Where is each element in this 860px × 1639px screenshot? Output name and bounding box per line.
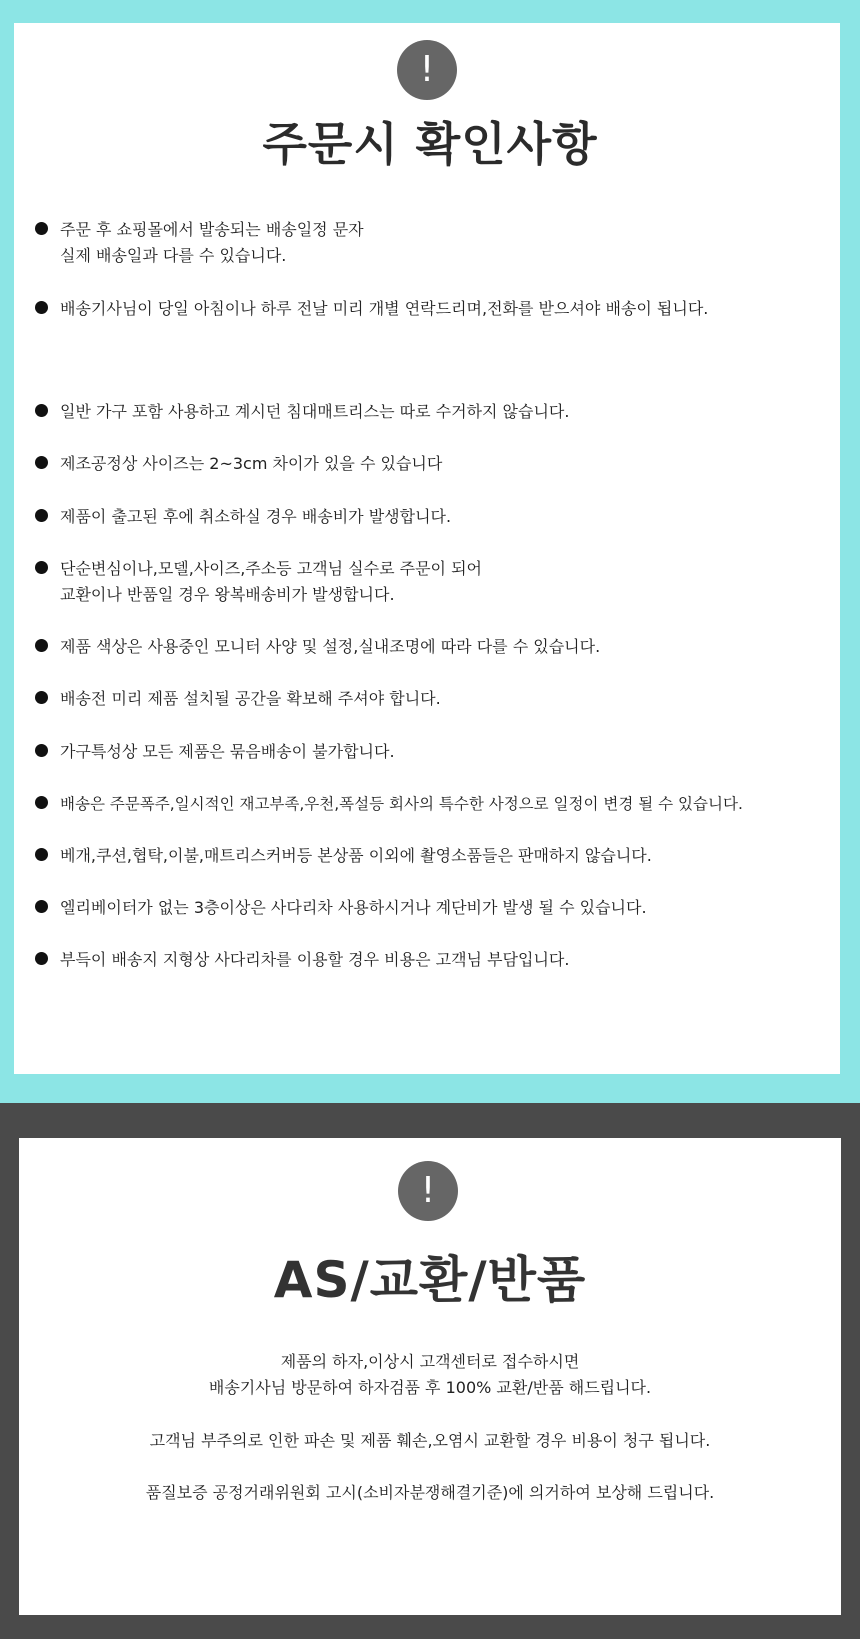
notice-line: 주문 후 쇼핑몰에서 발송되는 배송일정 문자 bbox=[60, 220, 364, 239]
exclamation-icon: ! bbox=[397, 40, 457, 100]
bullet-icon bbox=[35, 301, 48, 314]
bullet-icon bbox=[35, 222, 48, 235]
notice-line: 엘리베이터가 없는 3층이상은 사다리차 사용하시거나 계단비가 발생 될 수 있습니다. bbox=[60, 898, 647, 917]
notice-line: 부득이 배송지 지형상 사다리차를 이용할 경우 비용은 고객님 부담입니다. bbox=[60, 950, 570, 969]
bullet-icon bbox=[35, 691, 48, 704]
bullet-icon bbox=[35, 744, 48, 757]
notice-line: 실제 배송일과 다를 수 있습니다. bbox=[60, 246, 287, 265]
notice-line: 단순변심이나,모델,사이즈,주소등 고객님 실수로 주문이 되어 bbox=[60, 559, 483, 578]
as-section-title: AS/교환/반품 bbox=[273, 1251, 587, 1309]
notice-line: 가구특성상 모든 제품은 묶음배송이 불가합니다. bbox=[60, 742, 395, 761]
bullet-icon bbox=[35, 404, 48, 417]
bullet-icon bbox=[35, 796, 48, 809]
bullet-icon bbox=[35, 456, 48, 469]
bullet-icon bbox=[35, 848, 48, 861]
notice-line: 교환이나 반품일 경우 왕복배송비가 발생합니다. bbox=[60, 585, 395, 604]
bullet-icon bbox=[35, 900, 48, 913]
as-paragraph: 제품의 하자,이상시 고객센터로 접수하시면 bbox=[280, 1352, 580, 1371]
notice-line: 배송기사님이 당일 아침이나 하루 전날 미리 개별 연락드리며,전화를 받으셔야 배송이 됩니다. bbox=[60, 299, 709, 318]
exclamation-icon: ! bbox=[398, 1161, 458, 1221]
order-notice-title: 주문시 확인사항 bbox=[262, 117, 598, 171]
bullet-icon bbox=[35, 509, 48, 522]
bullet-icon bbox=[35, 639, 48, 652]
as-paragraph: 배송기사님 방문하여 하자검품 후 100% 교환/반품 해드립니다. bbox=[208, 1378, 652, 1397]
notice-line: 제품이 출고된 후에 취소하실 경우 배송비가 발생합니다. bbox=[60, 507, 452, 526]
notice-line: 베개,쿠션,협탁,이불,매트리스커버등 본상품 이외에 촬영소품들은 판매하지 않습니다. bbox=[60, 846, 652, 865]
bullet-icon bbox=[35, 952, 48, 965]
notice-line: 제조공정상 사이즈는 2~3cm 차이가 있을 수 있습니다 bbox=[60, 454, 443, 473]
notice-line: 배송은 주문폭주,일시적인 재고부족,우천,폭설등 회사의 특수한 사정으로 일정이 변경 될 수 있습니다. bbox=[60, 795, 743, 813]
as-paragraph: 품질보증 공정거래위원회 고시(소비자분쟁해결기준)에 의거하여 보상해 드립니다. bbox=[145, 1483, 715, 1502]
notice-line: 제품 색상은 사용중인 모니터 사양 및 설정,실내조명에 따라 다를 수 있습니다. bbox=[60, 637, 601, 656]
as-paragraph: 고객님 부주의로 인한 파손 및 제품 훼손,오염시 교환할 경우 비용이 청구 됩니다. bbox=[149, 1431, 711, 1450]
bullet-icon bbox=[35, 561, 48, 574]
notice-line: 일반 가구 포함 사용하고 계시던 침대매트리스는 따로 수거하지 않습니다. bbox=[60, 402, 570, 421]
notice-line: 배송전 미리 제품 설치될 공간을 확보해 주셔야 합니다. bbox=[60, 689, 441, 708]
